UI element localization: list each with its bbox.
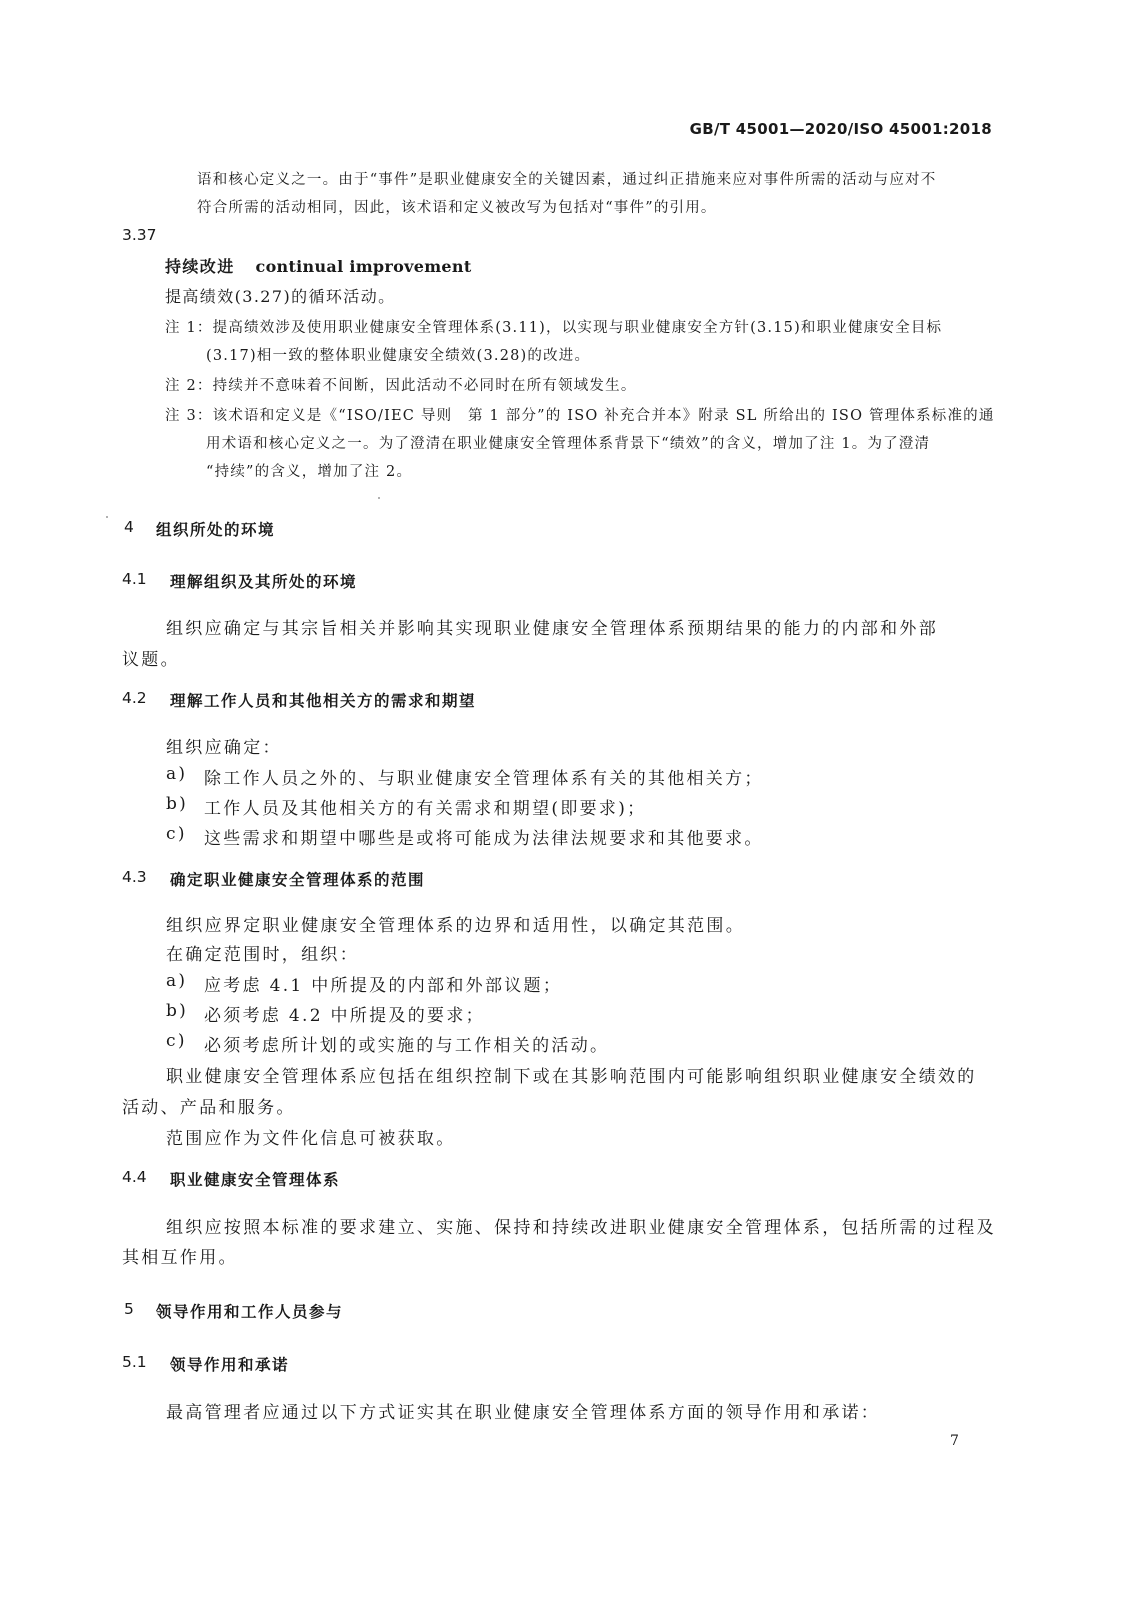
- section-number: 4: [124, 518, 134, 536]
- note-3-continued: “持续”的含义，增加了注 2。: [206, 464, 413, 480]
- term-title: [165, 254, 472, 277]
- page-number: 7: [950, 1433, 959, 1449]
- section-number: 5.1: [122, 1353, 147, 1371]
- scan-speck: [106, 516, 108, 518]
- list-item: 应考虑 4.1 中所提及的内部和外部议题；: [204, 976, 563, 996]
- section-title: 确定职业健康安全管理体系的范围: [170, 871, 426, 889]
- term-number: 3.37: [122, 226, 157, 244]
- paragraph: 范围应作为文件化信息可被获取。: [166, 1129, 456, 1149]
- section-title: 职业健康安全管理体系: [170, 1171, 341, 1189]
- standard-number-header: GB/T 45001—2020/ISO 45001:2018: [689, 120, 992, 138]
- list-marker: b): [166, 1001, 189, 1021]
- paragraph: 组织应确定与其宗旨相关并影响其实现职业健康安全管理体系预期结果的能力的内部和外部: [166, 619, 938, 639]
- paragraph-continued: 其相互作用。: [122, 1248, 238, 1268]
- list-item: 工作人员及其他相关方的有关需求和期望(即要求)；: [204, 799, 647, 819]
- list-marker: a): [166, 764, 188, 784]
- paragraph-continued: 议题。: [122, 650, 180, 670]
- section-number: 5: [124, 1300, 134, 1318]
- list-marker: c): [166, 1031, 187, 1051]
- section-title: 组织所处的环境: [156, 521, 276, 539]
- section-number: 4.2: [122, 689, 147, 707]
- list-item: 必须考虑 4.2 中所提及的要求；: [204, 1006, 485, 1026]
- term-definition: 提高绩效(3.27)的循环活动。: [165, 287, 396, 306]
- note-2: 注 2：持续并不意味着不间断，因此活动不必同时在所有领域发生。: [165, 378, 637, 394]
- section-title: 理解组织及其所处的环境: [170, 573, 358, 591]
- scan-speck: [378, 497, 380, 499]
- continuation-line: 符合所需的活动相同，因此，该术语和定义被改写为包括对“事件”的引用。: [197, 200, 717, 216]
- paragraph: 职业健康安全管理体系应包括在组织控制下或在其影响范围内可能影响组织职业健康安全绩效的: [166, 1067, 977, 1087]
- list-item: 必须考虑所计划的或实施的与工作相关的活动。: [204, 1036, 610, 1056]
- continuation-line: 语和核心定义之一。由于“事件”是职业健康安全的关键因素，通过纠正措施来应对事件所需的活动与应对不: [197, 172, 937, 188]
- paragraph: 最高管理者应通过以下方式证实其在职业健康安全管理体系方面的领导作用和承诺：: [166, 1403, 881, 1423]
- list-item: 除工作人员之外的、与职业健康安全管理体系有关的其他相关方；: [204, 769, 764, 789]
- paragraph-continued: 活动、产品和服务。: [122, 1098, 296, 1118]
- term-name-cn: 持续改进: [165, 257, 235, 276]
- section-title: 领导作用和承诺: [170, 1356, 290, 1374]
- paragraph: 组织应界定职业健康安全管理体系的边界和适用性，以确定其范围。: [166, 916, 745, 936]
- section-number: 4.1: [122, 570, 147, 588]
- list-marker: c): [166, 824, 187, 844]
- section-number: 4.4: [122, 1168, 147, 1186]
- list-item: 这些需求和期望中哪些是或将可能成为法律法规要求和其他要求。: [204, 829, 764, 849]
- list-marker: b): [166, 794, 189, 814]
- list-marker: a): [166, 971, 188, 991]
- section-title: 理解工作人员和其他相关方的需求和期望: [170, 692, 477, 710]
- paragraph: 组织应确定：: [166, 738, 282, 758]
- paragraph: 组织应按照本标准的要求建立、实施、保持和持续改进职业健康安全管理体系，包括所需的过程及: [166, 1218, 996, 1238]
- section-title: 领导作用和工作人员参与: [156, 1303, 344, 1321]
- note-1: 注 1：提高绩效涉及使用职业健康安全管理体系(3.11)，以实现与职业健康安全方针(3.15)和职业健康安全目标: [165, 320, 943, 336]
- section-number: 4.3: [122, 868, 147, 886]
- paragraph: 在确定范围时，组织：: [166, 945, 359, 965]
- note-1-continued: (3.17)相一致的整体职业健康安全绩效(3.28)的改进。: [206, 348, 591, 364]
- note-3: 注 3：该术语和定义是《“ISO/IEC 导则 第 1 部分”的 ISO 补充合并本》附录 SL 所给出的 ISO 管理体系标准的通: [165, 408, 995, 424]
- note-3-continued: 用术语和核心定义之一。为了澄清在职业健康安全管理体系背景下“绩效”的含义，增加了注 1。为了澄清: [206, 436, 931, 452]
- term-name-en: continual improvement: [255, 257, 472, 276]
